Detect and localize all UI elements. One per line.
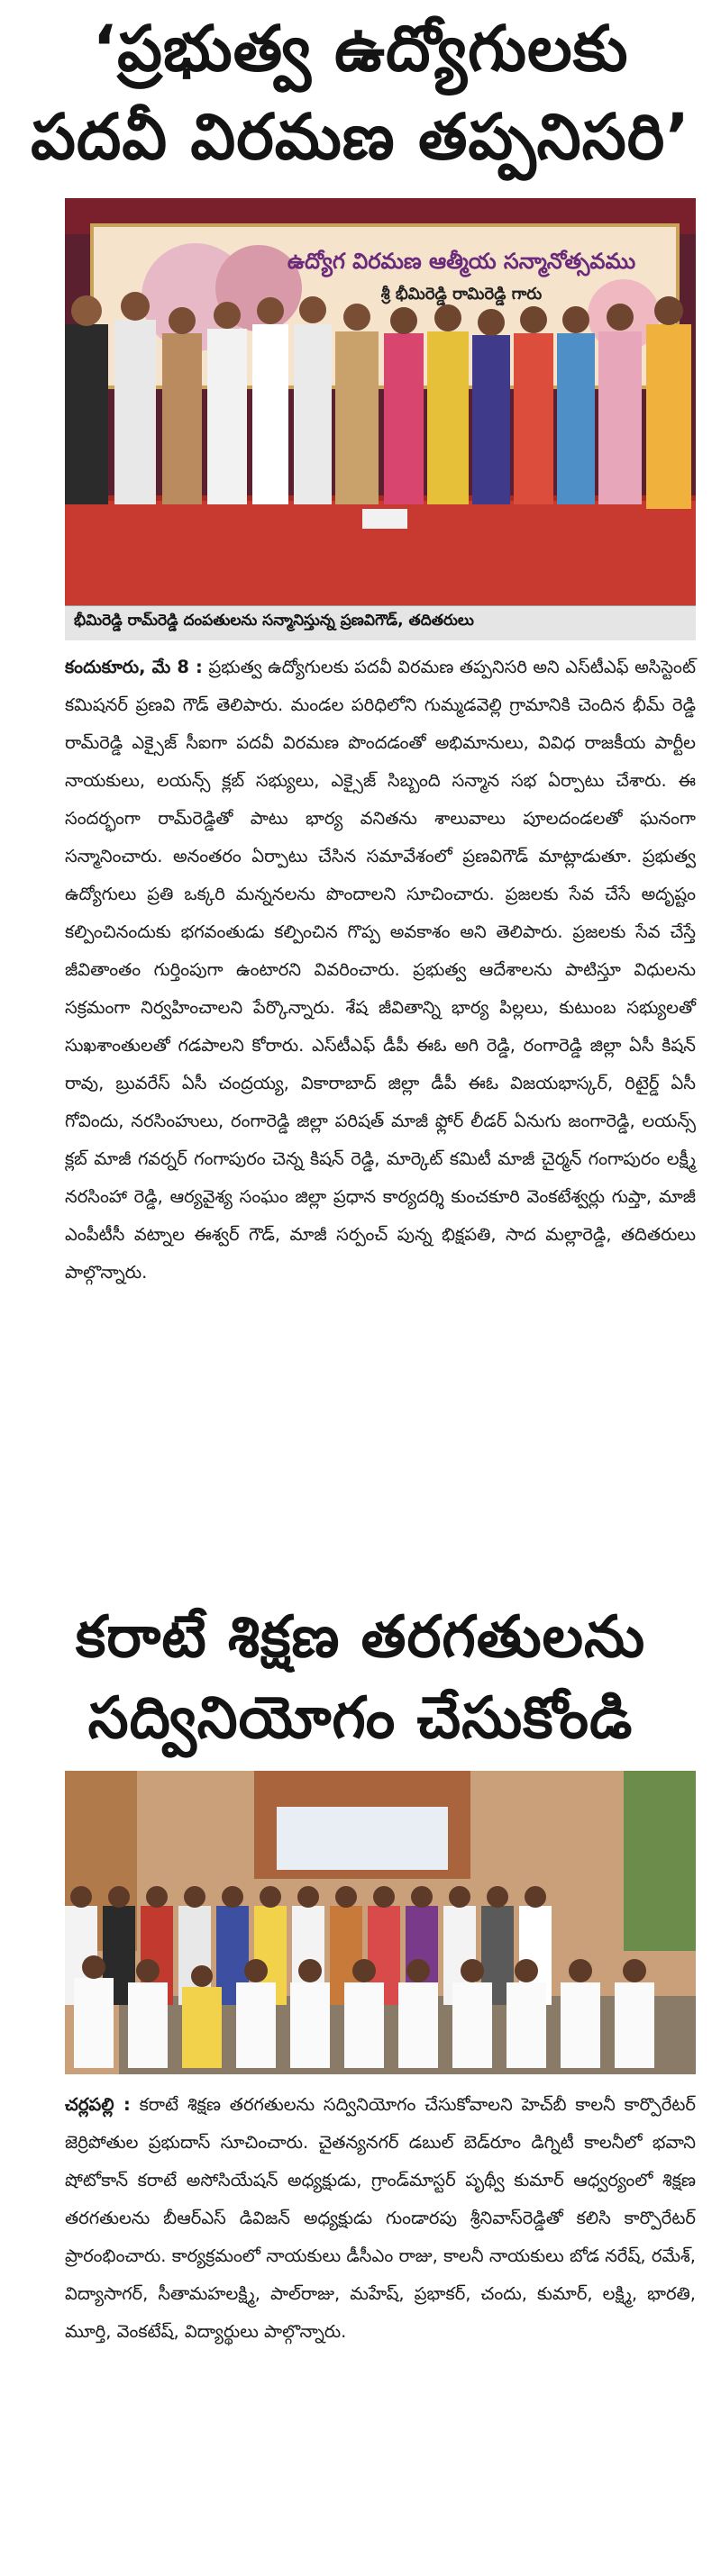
caption-text: భీమిరెడ్డి రామ్‌రెడ్డి దంపతులను సన్మానిస్తున్న ప్రణవిగౌడ్‌, తదితరులు xyxy=(74,612,474,630)
story2-body-text: కరాటే శిక్షణ తరగతులను సద్వినియోగం చేసుకోవాలని హెచ్‌బీ కాలనీ కార్పొరేటర్ జెర్రిపోతుల ప్రభుదాస్ సూచించారు. చైతన్యనగర్ డబుల్ బెడ్‌రూం డిగ్నిటీ కాలనీలో భవాని షోటోకాన్ కరాటే అసోసియేషన్ అధ్యక్షుడు, గ్రాండ్‌మాస్టర్ పృథ్వీ కుమార్ ఆధ్వర్యంలో శిక్షణ తరగతులను బీఆర్ఎస్ డివిజన్ అధ్యక్షుడు గుండారపు శ్రీనివాస్‌రెడ్డితో కలిసి కార్పొరేటర్ ప్రారంభించారు. కార్యక్రమంలో నాయకులు డీసీఎం రాజు, కాలనీ నాయకులు బోడ నరేష్, రమేశ్, విద్యాసాగర్, సీతామహలక్ష్మి, పాల్‌రాజు, మహేష్, ప్రభాకర్, చందు, కుమార్, లక్ష్మి, భారతి, మూర్తి, వెంకటేష్, విద్యార్థులు పాల్గొన్నారు. xyxy=(65,2094,696,2342)
story2-headline-line1: కరాటే శిక్షణ తరగతులను xyxy=(75,1604,646,1671)
banner-title: ఉద్యోగ విరమణ ఆత్మీయ సన్మానోత్సవము xyxy=(287,249,636,274)
story1-body xyxy=(65,649,696,1585)
karate-training-photo xyxy=(65,1771,696,2074)
story2-body xyxy=(65,2086,696,2536)
story2-dateline: చర్లపల్లి : xyxy=(65,2094,131,2115)
story1-headline-line2: పదవీ విరమణ తప్పనిసరి’ xyxy=(31,100,690,174)
story1-headline-line1: ‘ప్రభుత్వ ఉద్యోగులకు xyxy=(92,12,629,86)
banner-subtitle: శ్రీ భీమిరెడ్డి రామిరెడ్డి గారు xyxy=(380,285,543,304)
photo-caption xyxy=(65,605,696,640)
story1-dateline: కందుకూరు, మే 8 : xyxy=(65,657,203,677)
story2-headline-line2: సద్వినియోగం చేసుకోండి xyxy=(87,1685,634,1752)
story1-body-text: ప్రభుత్వ ఉద్యోగులకు పదవీ విరమణ తప్పనిసరి అని ఎస్‌టీఎఫ్ అసిస్టెంట్ కమిషనర్ ప్రణవి గౌడ్ తెలిపారు. మండల పరిధిలోని గుమ్మడవెల్లి గ్రామానికి చెందిన భీమ్ రెడ్డి రామ్‌రెడ్డి ఎక్సైజ్ సీఐగా పదవీ విరమణ పొందడంతో అభిమానులు, వివిధ రాజకీయ పార్టీల నాయకులు, లయన్స్ క్లబ్ సభ్యులు, ఎక్సైజ్ సిబ్బంది సన్మాన సభ ఏర్పాటు చేశారు. ఈ సందర్భంగా రామ్‌రెడ్డితో పాటు భార్య వనితను శాలువాలు పూలదండలతో ఘనంగా సన్మానించారు. అనంతరం ఏర్పాటు చేసిన సమావేశంలో ప్రణవిగౌడ్ మాట్లాడుతూ. ప్రభుత్వ ఉద్యోగులు ప్రతి ఒక్కరి మన్ననలను పొందాలని సూచించారు. ప్రజలకు సేవ చేసే అదృష్టం కల్పించినందుకు భగవంతుడు కల్పించిన గొప్ప అవకాశం అని తెలిపారు. ప్రజలకు సేవ చేస్తే జీవితాంతం గుర్తింపుగా ఉంటారని వివరించారు. ప్రభుత్వ ఆదేశాలను పాటిస్తూ విధులను సక్రమంగా నిర్వహించాలని పేర్కొన్నారు. శేష జీవితాన్ని భార్య పిల్లలు, కుటుంబ సభ్యులతో సుఖశాంతులతో గడపాలని కోరారు. ఎస్‌టీఎఫ్ డీపీ ఈఓ అగి రెడ్డి, రంగారెడ్డి జిల్లా ఏసీ కిషన్ రావు, బ్రువరేస్ ఏసీ చంద్రయ్య, వికారాబాద్ జిల్లా డీపీ ఈఓ విజయభాస్కర్, రిటైర్డ్ ఏసీ గోవిందు, నరసింహులు, రంగారెడ్డి జిల్లా పరిషత్ మాజీ ఫ్లోర్ లీడర్ ఏనుగు జంగారెడ్డి, లయన్స్ క్లబ్ మాజీ గవర్నర్ గంగాపురం చెన్న కిషన్ రెడ్డి, మార్కెట్ కమిటీ మాజీ చైర్మన్ గంగాపురం లక్ష్మీ నరసింహా రెడ్డి, ఆర్యవైశ్య సంఘం జిల్లా ప్రధాన కార్యదర్శి కుంచకూరి వెంకటేశ్వర్లు గుప్తా, మాజీ ఎంపీటీసీ వట్నాల ఈశ్వర్ గౌడ్, మాజీ సర్పంచ్ పున్న భిక్షపతి, సాద మల్లారెడ్డి, తదితరులు పాల్గొన్నారు. xyxy=(65,657,697,1283)
retirement-felicitation-photo xyxy=(65,198,696,605)
